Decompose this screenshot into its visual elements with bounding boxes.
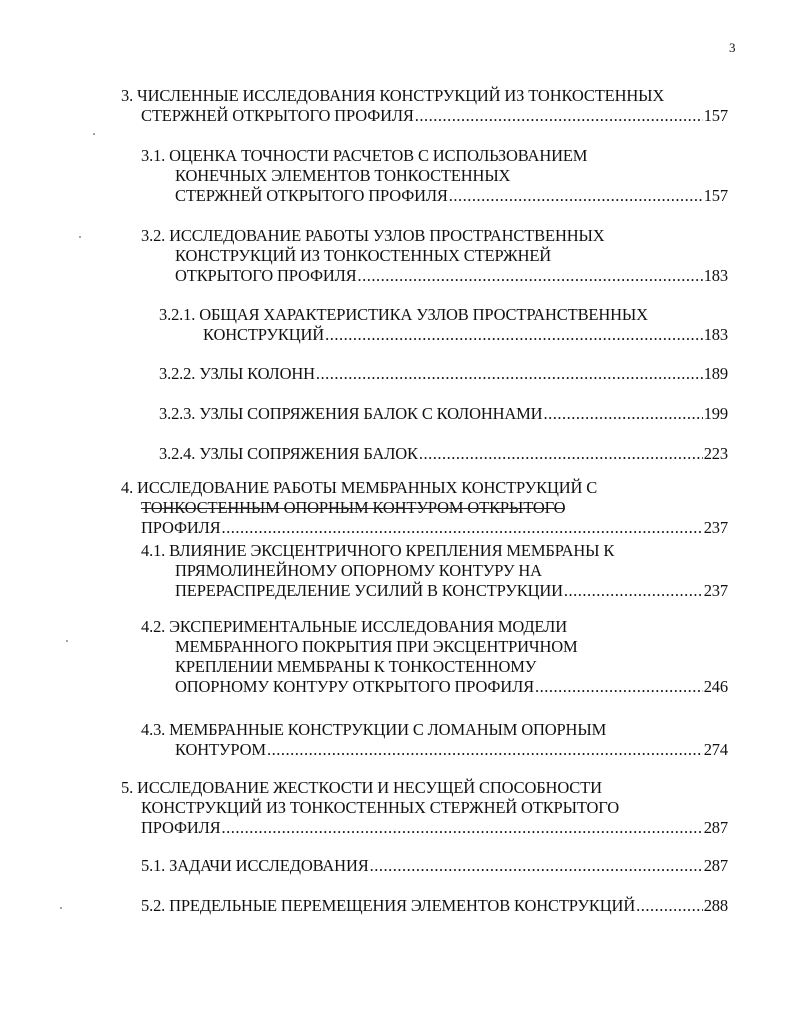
toc-entry-4-2-last-line	[175, 677, 728, 696]
toc-page-number: 183	[703, 266, 728, 285]
toc-page-number: 157	[703, 106, 728, 125]
toc-page-number: 223	[703, 444, 728, 463]
dot-leader	[419, 444, 703, 463]
toc-entry-5-1	[141, 856, 728, 875]
toc-entry-text: ПРОФИЛЯ	[141, 818, 221, 837]
toc-entry-4-line2	[141, 498, 565, 517]
toc-entry-text: 3.2.3. УЗЛЫ СОПРЯЖЕНИЯ БАЛОК С КОЛОННАМИ	[159, 404, 543, 423]
toc-entry-4-2-title: 4.2. ЭКСПЕРИМЕНТАЛЬНЫЕ ИССЛЕДОВАНИЯ МОДЕЛИ	[141, 617, 567, 636]
toc-entry-text: СТЕРЖНЕЙ ОТКРЫТОГО ПРОФИЛЯ	[141, 106, 414, 125]
scan-speck	[79, 236, 81, 238]
toc-entry-3-2-1-last-line	[203, 325, 728, 344]
toc-page-number: 189	[703, 364, 728, 383]
dot-leader	[358, 266, 703, 285]
toc-page-number: 246	[703, 677, 728, 696]
toc-page-number: 287	[703, 818, 728, 837]
dot-leader	[415, 106, 703, 125]
toc-entry-3-2-line2: КОНСТРУКЦИЙ ИЗ ТОНКОСТЕННЫХ СТЕРЖНЕЙ	[175, 246, 552, 265]
toc-entry-3-1-title: 3.1. ОЦЕНКА ТОЧНОСТИ РАСЧЕТОВ С ИСПОЛЬЗОВАНИЕМ	[141, 146, 588, 165]
scan-speck	[93, 133, 95, 135]
toc-entry-4-1-line2: ПРЯМОЛИНЕЙНОМУ ОПОРНОМУ КОНТУРУ НА	[175, 561, 542, 580]
toc-entry-3-2-title: 3.2. ИССЛЕДОВАНИЕ РАБОТЫ УЗЛОВ ПРОСТРАНСТВЕННЫХ	[141, 226, 605, 245]
dot-leader	[222, 818, 703, 837]
toc-page-number: 183	[703, 325, 728, 344]
toc-entry-3-2-1-title: 3.2.1. ОБЩАЯ ХАРАКТЕРИСТИКА УЗЛОВ ПРОСТРАНСТВЕННЫХ	[159, 305, 648, 324]
toc-page-number: 287	[703, 856, 728, 875]
dot-leader	[325, 325, 703, 344]
toc-entry-text: СТЕРЖНЕЙ ОТКРЫТОГО ПРОФИЛЯ	[175, 186, 448, 205]
toc-entry-3-title: 3. ЧИСЛЕННЫЕ ИССЛЕДОВАНИЯ КОНСТРУКЦИЙ ИЗ ТОНКОСТЕННЫХ	[121, 86, 665, 105]
toc-entry-text: 5.1. ЗАДАЧИ ИССЛЕДОВАНИЯ	[141, 856, 369, 875]
scan-speck	[66, 640, 68, 642]
toc-entry-3-2-last-line	[175, 266, 728, 285]
dot-leader	[543, 404, 702, 423]
toc-entry-text: 3.2.4. УЗЛЫ СОПРЯЖЕНИЯ БАЛОК	[159, 444, 418, 463]
toc-entry-4-1-title: 4.1. ВЛИЯНИЕ ЭКСЦЕНТРИЧНОГО КРЕПЛЕНИЯ МЕМБРАНЫ К	[141, 541, 615, 560]
toc-page-number: 274	[703, 740, 728, 759]
dot-leader	[636, 896, 703, 915]
toc-entry-5-2	[141, 896, 728, 915]
toc-entry-4-2-line3: КРЕПЛЕНИИ МЕМБРАНЫ К ТОНКОСТЕННОМУ	[175, 657, 537, 676]
toc-entry-3-1-last-line	[175, 186, 728, 205]
toc-entry-text: 5.2. ПРЕДЕЛЬНЫЕ ПЕРЕМЕЩЕНИЯ ЭЛЕМЕНТОВ КОНСТРУКЦИЙ	[141, 896, 636, 915]
toc-entry-3-2-3	[159, 404, 728, 423]
toc-entry-3-2-4	[159, 444, 728, 463]
page-number: 3	[729, 40, 736, 55]
toc-page-number: 288	[703, 896, 728, 915]
dot-leader	[222, 518, 703, 537]
dot-leader	[267, 740, 703, 759]
toc-entry-text: ПЕРЕРАСПРЕДЕЛЕНИЕ УСИЛИЙ В КОНСТРУКЦИИ	[175, 581, 563, 600]
toc-entry-5-last-line	[141, 818, 728, 837]
toc-entry-3-2-2	[159, 364, 728, 383]
toc-entry-4-3-title: 4.3. МЕМБРАННЫЕ КОНСТРУКЦИИ С ЛОМАНЫМ ОПОРНЫМ	[141, 720, 607, 739]
toc-page-number: 199	[703, 404, 728, 423]
toc-entry-3-1-line2: КОНЕЧНЫХ ЭЛЕМЕНТОВ ТОНКОСТЕННЫХ	[175, 166, 511, 185]
toc-entry-4-1-last-line	[175, 581, 728, 600]
toc-entry-4-2-line2: МЕМБРАННОГО ПОКРЫТИЯ ПРИ ЭКСЦЕНТРИЧНОМ	[175, 637, 578, 656]
struck-through-text: ТОНКОСТЕННЫМ ОПОРНЫМ КОНТУРОМ ОТКРЫТОГО	[141, 498, 566, 517]
toc-entry-text: 3.2.2. УЗЛЫ КОЛОНН	[159, 364, 315, 383]
toc-entry-text: ПРОФИЛЯ	[141, 518, 221, 537]
toc-entry-text: ОПОРНОМУ КОНТУРУ ОТКРЫТОГО ПРОФИЛЯ	[175, 677, 534, 696]
toc-page-number: 237	[703, 581, 728, 600]
toc-page-number: 237	[703, 518, 728, 537]
toc-entry-3-last-line	[141, 106, 728, 125]
toc-entry-4-last-line	[141, 518, 728, 537]
toc-entry-text: ОТКРЫТОГО ПРОФИЛЯ	[175, 266, 357, 285]
toc-page-number: 157	[703, 186, 728, 205]
dot-leader	[449, 186, 703, 205]
toc-entry-4-3-last-line	[175, 740, 728, 759]
dot-leader	[316, 364, 703, 383]
toc-entry-5-title: 5. ИССЛЕДОВАНИЕ ЖЕСТКОСТИ И НЕСУЩЕЙ СПОСОБНОСТИ	[121, 778, 602, 797]
dot-leader	[370, 856, 703, 875]
toc-entry-5-line2: КОНСТРУКЦИЙ ИЗ ТОНКОСТЕННЫХ СТЕРЖНЕЙ ОТКРЫТОГО	[141, 798, 620, 817]
toc-entry-text: КОНТУРОМ	[175, 740, 266, 759]
dot-leader	[535, 677, 703, 696]
toc-entry-text: КОНСТРУКЦИЙ	[203, 325, 325, 344]
toc-entry-4-title: 4. ИССЛЕДОВАНИЕ РАБОТЫ МЕМБРАННЫХ КОНСТРУКЦИЙ С	[121, 478, 598, 497]
dot-leader	[564, 581, 703, 600]
scan-speck	[60, 907, 62, 909]
